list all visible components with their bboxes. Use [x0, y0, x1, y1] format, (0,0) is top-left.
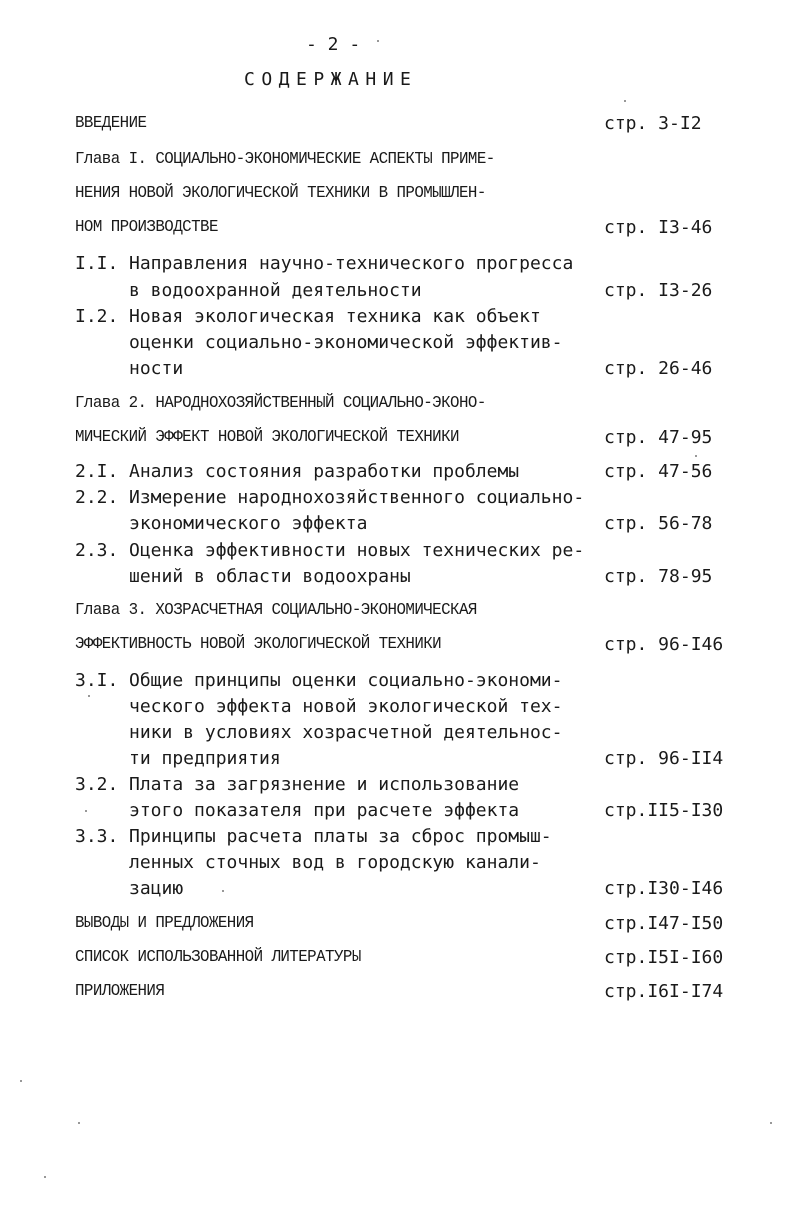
toc-entry-line: ти предприятия [129, 748, 281, 769]
toc-entry-line: ности [129, 358, 184, 379]
toc-page-ref: стр. I3-26 [604, 280, 713, 301]
scan-speck [78, 1122, 80, 1124]
toc-section-number: 3.I. [75, 670, 119, 691]
toc-section-number: 2.3. [75, 540, 119, 561]
toc-heading-line: ВВЕДЕНИЕ [75, 114, 147, 133]
toc-page-ref: стр.I47-I50 [604, 913, 724, 934]
toc-page-ref: стр.II5-I30 [604, 800, 724, 821]
toc-heading-line: Глава I. СОЦИАЛЬНО-ЭКОНОМИЧЕСКИЕ АСПЕКТЫ ПРИМЕ- [75, 150, 495, 169]
scan-speck [695, 455, 697, 457]
toc-heading-line: ВЫВОДЫ И ПРЕДЛОЖЕНИЯ [75, 914, 254, 933]
toc-heading-line: НОМ ПРОИЗВОДСТВЕ [75, 218, 218, 237]
toc-entry-line: Направления научно-технического прогресса [129, 253, 574, 274]
toc-entry-line: этого показателя при расчете эффекта [129, 800, 520, 821]
toc-page-ref: стр. 47-56 [604, 461, 713, 482]
toc-entry-line: в водоохранной деятельности [129, 280, 422, 301]
toc-section-number: I.2. [75, 306, 119, 327]
toc-page-ref: стр. 47-95 [604, 427, 713, 448]
toc-entry-line: ники в условиях хозрасчетной деятельнос- [129, 722, 563, 743]
toc-entry-line: ческого эффекта новой экологической тех- [129, 696, 563, 717]
toc-entry-line: ленных сточных вод в городскую канали- [129, 852, 541, 873]
toc-entry-line: Новая экологическая техника как объект [129, 306, 541, 327]
toc-entry-line: оценки социально-экономической эффектив- [129, 332, 563, 353]
toc-entry-line: Плата за загрязнение и использование [129, 774, 520, 795]
scan-speck [85, 810, 87, 812]
toc-page-ref: стр. 96-I46 [604, 634, 724, 655]
toc-entry-line: Анализ состояния разработки проблемы [129, 461, 520, 482]
scan-speck [770, 1122, 772, 1124]
toc-page-ref: стр. 96-II4 [604, 748, 724, 769]
toc-heading-line: ЭФФЕКТИВНОСТЬ НОВОЙ ЭКОЛОГИЧЕСКОЙ ТЕХНИКИ [75, 635, 442, 654]
toc-heading-line: Глава 2. НАРОДНОХОЗЯЙСТВЕННЫЙ СОЦИАЛЬНО-ЭКОНО- [75, 394, 486, 413]
toc-heading-line: МИЧЕСКИЙ ЭФФЕКТ НОВОЙ ЭКОЛОГИЧЕСКОЙ ТЕХНИКИ [75, 428, 459, 447]
scan-speck [44, 1176, 46, 1178]
toc-section-number: 3.3. [75, 826, 119, 847]
toc-heading-line: НЕНИЯ НОВОЙ ЭКОЛОГИЧЕСКОЙ ТЕХНИКИ В ПРОМЫШЛЕН- [75, 184, 486, 203]
page-number: - 2 - [306, 34, 361, 55]
toc-page-ref: стр. I3-46 [604, 217, 713, 238]
scan-speck [624, 100, 626, 102]
toc-page-ref: стр.I6I-I74 [604, 981, 724, 1002]
toc-entry-line: Общие принципы оценки социально-экономи- [129, 670, 563, 691]
scan-speck [222, 890, 224, 892]
toc-page-ref: стр.I5I-I60 [604, 947, 724, 968]
toc-entry-line: экономического эффекта [129, 513, 368, 534]
toc-page-ref: стр. 26-46 [604, 358, 713, 379]
toc-section-number: 3.2. [75, 774, 119, 795]
toc-page-ref: стр. 3-I2 [604, 113, 702, 134]
toc-entry-line: шений в области водоохраны [129, 566, 411, 587]
toc-section-number: I.I. [75, 253, 119, 274]
toc-heading-line: СПИСОК ИСПОЛЬЗОВАННОЙ ЛИТЕРАТУРЫ [75, 948, 361, 967]
toc-entry-line: Оценка эффективности новых технических ре- [129, 540, 585, 561]
toc-section-number: 2.2. [75, 487, 119, 508]
toc-entry-line: Принципы расчета платы за сброс промыш- [129, 826, 552, 847]
toc-section-number: 2.I. [75, 461, 119, 482]
toc-heading-line: Глава 3. ХОЗРАСЧЕТНАЯ СОЦИАЛЬНО-ЭКОНОМИЧЕСКАЯ [75, 601, 477, 620]
scan-speck [20, 1080, 22, 1082]
page-title: СОДЕРЖАНИЕ [244, 69, 418, 90]
toc-page-ref: стр. 78-95 [604, 566, 713, 587]
toc-heading-line: ПРИЛОЖЕНИЯ [75, 982, 165, 1001]
toc-page-ref: стр. 56-78 [604, 513, 713, 534]
toc-page-ref: стр.I30-I46 [604, 878, 724, 899]
scan-speck [377, 40, 379, 42]
toc-entry-line: зацию [129, 878, 184, 899]
toc-entry-line: Измерение народнохозяйственного социально- [129, 487, 585, 508]
scan-speck [88, 695, 90, 697]
